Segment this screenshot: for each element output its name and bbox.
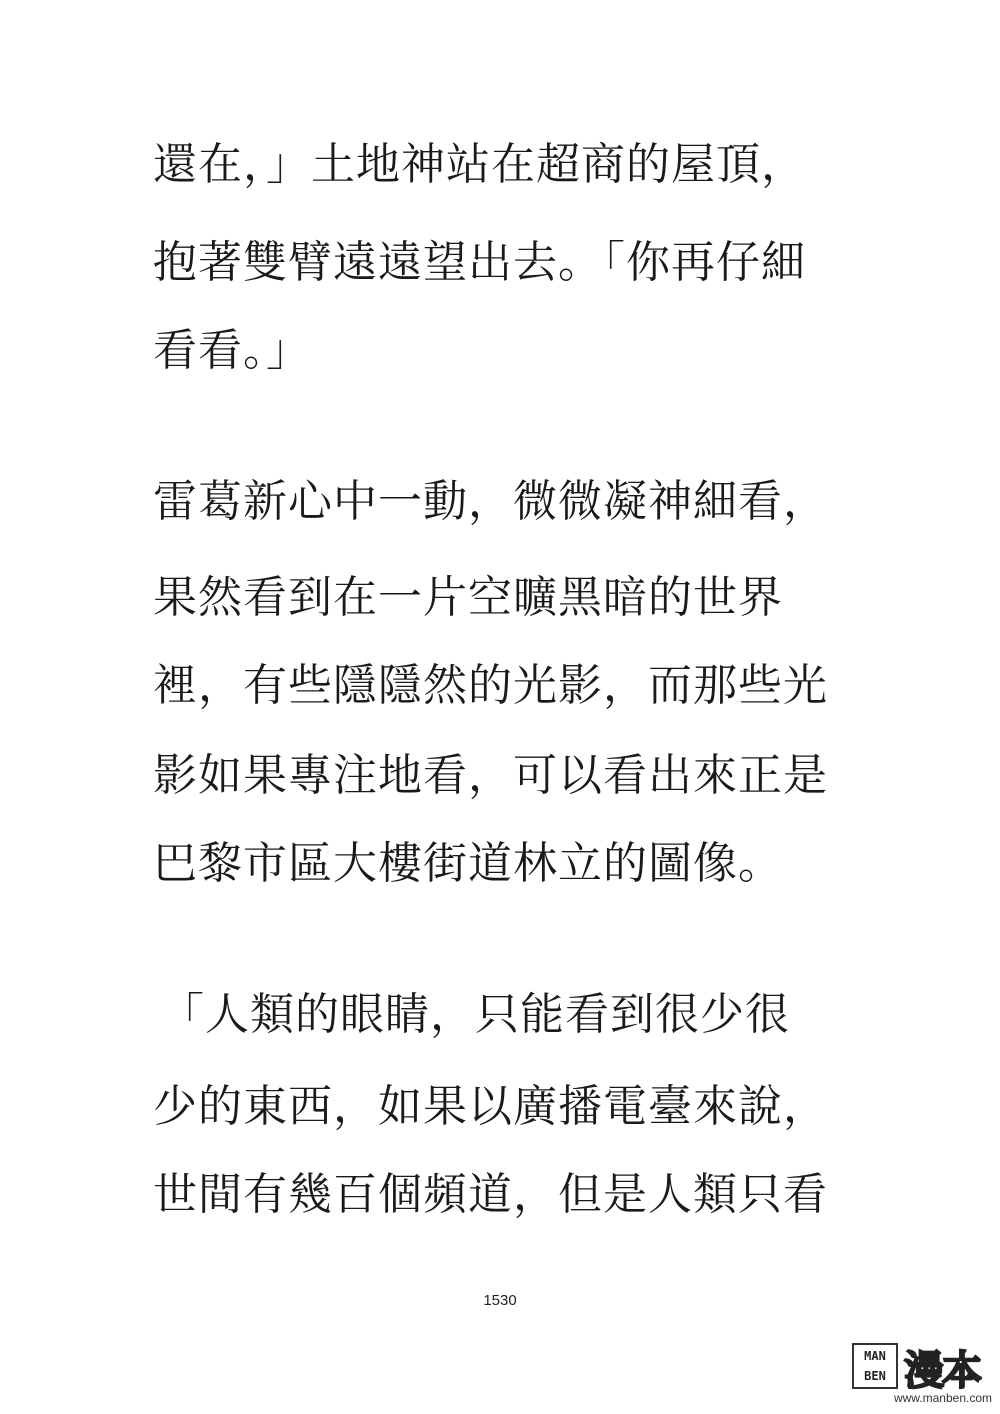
page-number: 1530 (483, 1292, 517, 1309)
text-line: 裡，有些隱隱然的光影，而那些光 (153, 660, 828, 711)
text-line: 抱著雙臂遠遠望出去。「你再仔細 (153, 237, 806, 288)
text-line: 看看。」 (153, 325, 311, 376)
text-line: 果然看到在一片空曠黑暗的世界 (153, 572, 783, 623)
text-line: 少的東西，如果以廣播電臺來說， (153, 1081, 828, 1132)
text-line: 雷葛新心中一動，微微凝神細看， (153, 476, 828, 527)
text-line: 巴黎市區大樓街道林立的圖像。 (153, 838, 783, 889)
watermark-brand: 漫本 (904, 1348, 980, 1394)
manben-watermark (852, 1343, 992, 1405)
watermark-logo-icon (852, 1343, 898, 1389)
text-line: 「人類的眼睛，只能看到很少很 (160, 989, 790, 1040)
text-line: 還在，」土地神站在超商的屋頂， (153, 139, 806, 190)
watermark-logo-bottom: BEN (864, 1369, 886, 1383)
watermark-logo-top: MAN (864, 1349, 886, 1363)
text-line: 世間有幾百個頻道，但是人類只看 (153, 1169, 828, 1220)
text-line: 影如果專注地看，可以看出來正是 (153, 750, 828, 801)
watermark-url: www.manben.com (893, 1391, 992, 1405)
